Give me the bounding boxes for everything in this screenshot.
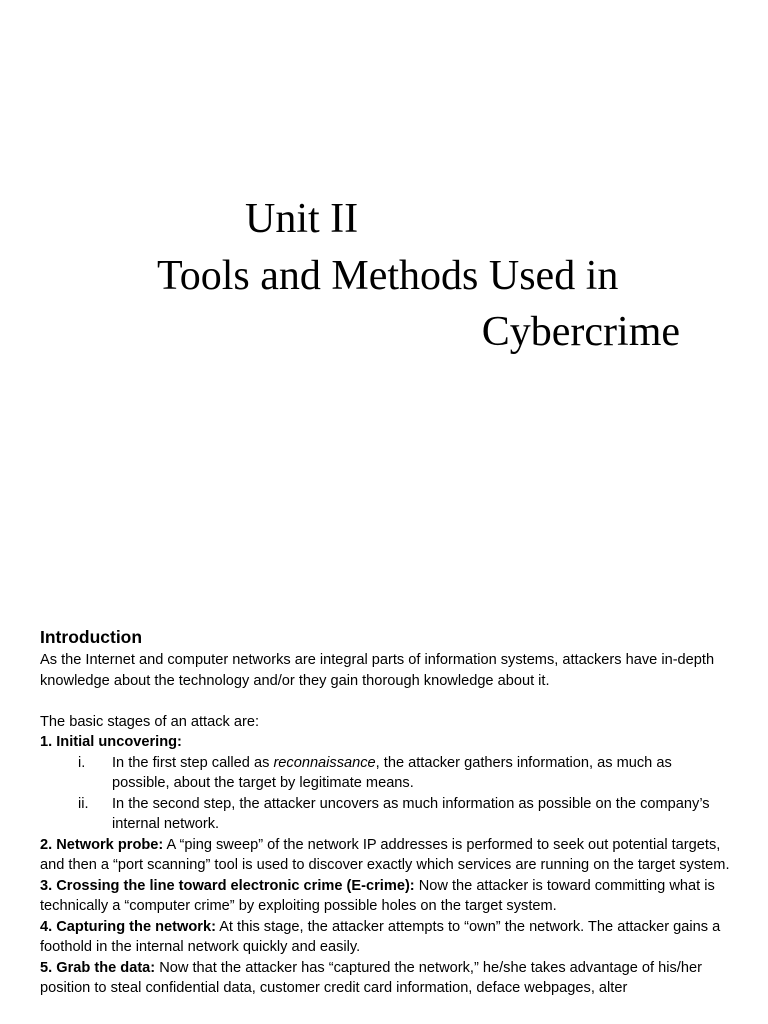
subitem-numeral: i.: [78, 754, 86, 771]
stage-3-title: 3. Crossing the line toward electronic crime (E-crime):: [40, 877, 415, 894]
subitem-emphasis: reconnaissance: [273, 754, 376, 771]
stage-1-title: 1. Initial uncovering:: [40, 734, 182, 750]
title-line-1: Unit II: [245, 196, 359, 242]
stage-3: [40, 876, 730, 917]
section-heading: Introduction: [40, 627, 143, 647]
stage-2-text: A “ping sweep” of the network IP addresses is performed to seek out potential targets, and then a “port scanning” tool is used to discover exactly which services are running on the target system.: [40, 836, 730, 873]
stage-2: [40, 835, 730, 876]
stage-3-text: Now the attacker is toward committing what is technically a “computer crime” by exploiting possible holes on the target system.: [40, 877, 715, 914]
subitem-text: In the second step, the attacker uncovers as much information as possible on the company’s internal network.: [112, 795, 710, 832]
stage-4-text: At this stage, the attacker attempts to “own” the network. The attacker gains a foothold in the internal network quickly and easily.: [40, 918, 721, 955]
stage-1-subitem-1: [40, 753, 730, 794]
subitem-numeral: ii.: [78, 795, 89, 812]
stage-1: [40, 732, 730, 753]
title-line-3: Cybercrime: [481, 309, 680, 355]
stage-5: [40, 958, 730, 999]
stage-2-title: 2. Network probe:: [40, 836, 164, 853]
stage-4-title: 4. Capturing the network:: [40, 918, 216, 935]
stage-4: [40, 917, 730, 958]
subitem-text-after: , the attacker gathers information, as much as possible, about the target by legitimate means.: [112, 754, 672, 791]
title-line-2: Tools and Methods Used in: [157, 253, 619, 299]
stages-intro: The basic stages of an attack are:: [40, 713, 260, 730]
stage-5-title: 5. Grab the data:: [40, 959, 156, 976]
subitem-text-before: In the first step called as: [112, 754, 274, 771]
document-body: [40, 625, 730, 999]
paragraph-spacer: [40, 691, 730, 712]
stage-1-subitem-2: [40, 794, 730, 835]
intro-paragraph: As the Internet and computer networks are integral parts of information systems, attackers have in-depth knowledge about the technology and/or they gain thorough knowledge about it.: [40, 652, 715, 689]
stage-5-text: Now that the attacker has “captured the network,” he/she takes advantage of his/her position to steal confidential data, customer credit card information, deface webpages, alter: [40, 959, 702, 996]
